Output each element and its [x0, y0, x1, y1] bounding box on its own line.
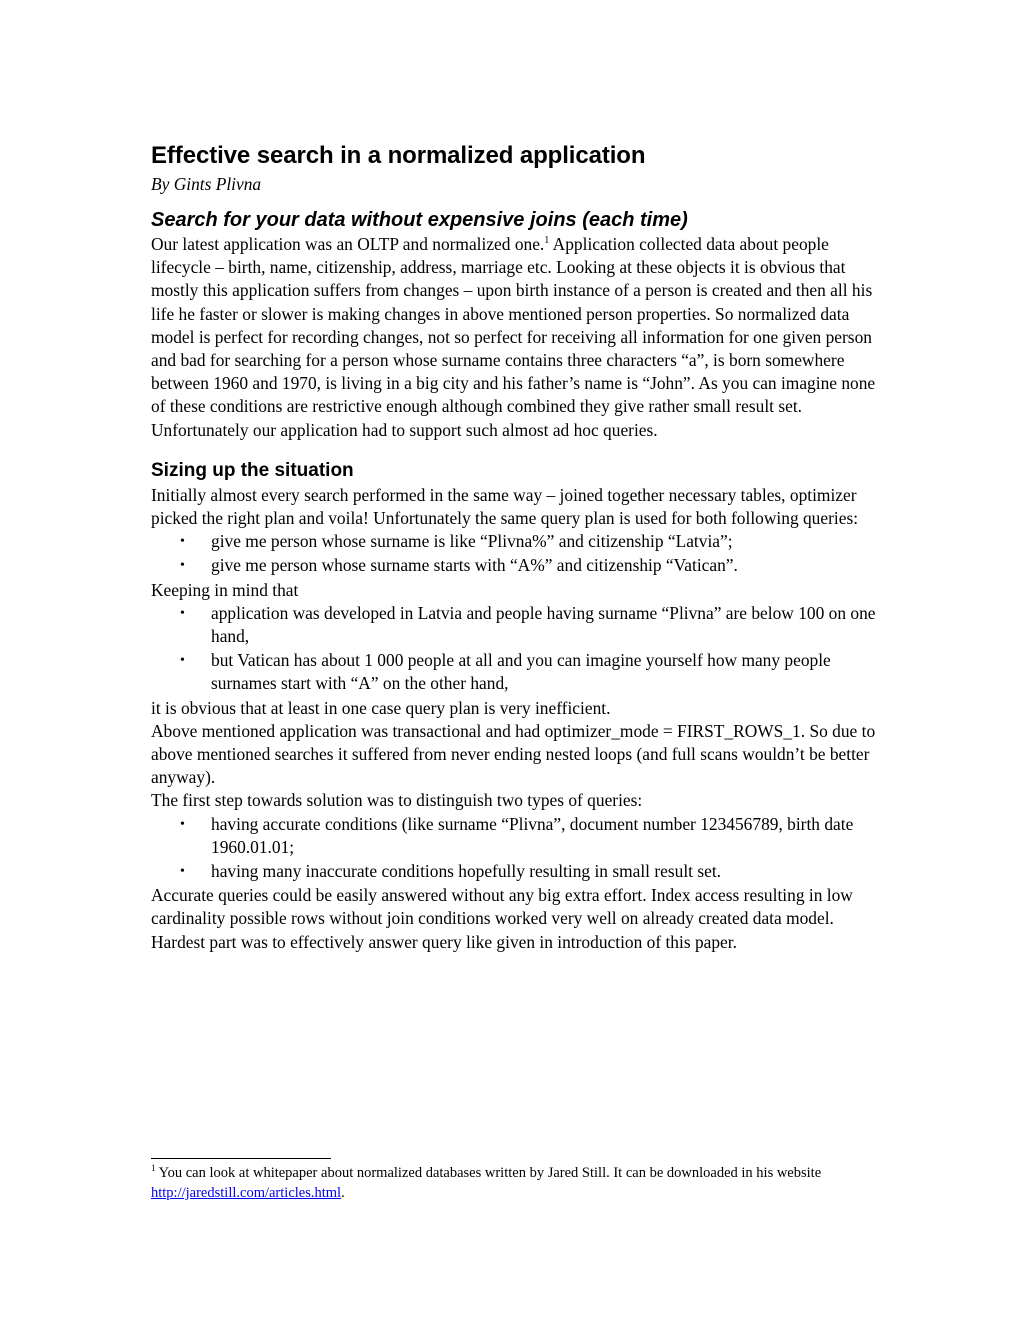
list-item-text: having many inaccurate conditions hopefully resulting in small result set.	[211, 861, 722, 882]
list-item	[151, 602, 876, 648]
bullet-icon: •	[180, 864, 185, 880]
query-types-list	[151, 813, 876, 884]
footnote	[151, 1163, 876, 1203]
query-examples-list	[151, 530, 876, 577]
list-item-text: application was developed in Latvia and people having surname “Plivna” are below 100 on one hand,	[211, 602, 876, 647]
document-title: Effective search in a normalized application	[151, 142, 646, 169]
bullet-icon: •	[180, 653, 185, 669]
document-page	[151, 140, 876, 954]
footnote-period: .	[341, 1185, 345, 1201]
author-byline: By Gints Plivna	[151, 174, 262, 194]
list-item	[151, 813, 876, 859]
list-item-text: give me person whose surname starts with “A%” and citizenship “Vatican”.	[211, 555, 738, 576]
list-item	[151, 649, 876, 695]
footnote-area	[151, 1158, 876, 1203]
footnote-link[interactable]: http://jaredstill.com/articles.html	[151, 1185, 342, 1201]
footnote-reference[interactable]: 1	[544, 235, 550, 246]
list-item	[151, 860, 876, 883]
footnote-number: 1	[151, 1163, 156, 1173]
considerations-list	[151, 602, 876, 696]
list-item-text: having accurate conditions (like surname “Plivna”, document number 123456789, birth date 1960.01.01;	[211, 813, 854, 857]
optimizer-paragraph: Above mentioned application was transactional and had optimizer_mode = FIRST_ROWS_1. So due to above mentioned searches it suffered from never ending nested loops (and full scans wouldn’t be better anyway).	[151, 720, 876, 788]
bullet-icon: •	[180, 534, 185, 550]
bullet-icon: •	[180, 816, 185, 832]
sizing-intro-paragraph: Initially almost every search performed in the same way – joined together necessary tables, optimizer picked the right plan and voila! Unfortunately the same query plan is used for both following queries:	[151, 484, 859, 529]
footnote-text: You can look at whitepaper about normalized databases written by Jared Still. It can be downloaded in his website	[155, 1165, 822, 1181]
obvious-paragraph: it is obvious that at least in one case query plan is very inefficient.	[151, 697, 611, 718]
intro-text-rest: Application collected data about people lifecycle – birth, name, citizenship, address, marriage etc. Looking at these objects it is obvious that mostly this application suffers from changes – upon birth instance of a person is created and then all his life he faster or slower is making changes in above mentioned person properties. So normalized data model is perfect for recording changes, not so perfect for receiving all information for one given person and bad for searching for a person whose surname contains three characters “a”, is born somewhere between 1960 and 1970, is living in a big city and his father’s name is “John”. As you can imagine none of these conditions are restrictive enough although combined they give rather small result set. Unfortunately our application had to support such almost ad hoc queries.	[151, 234, 876, 440]
intro-paragraph	[151, 233, 876, 442]
list-item-text: give me person whose surname is like “Plivna%” and citizenship “Latvia”;	[211, 531, 733, 552]
accurate-queries-paragraph: Accurate queries could be easily answered without any big extra effort. Index access resulting in low cardinality possible rows without join conditions worked very well on already created data model.	[151, 885, 853, 929]
bullet-icon: •	[180, 605, 185, 621]
list-item	[151, 530, 876, 553]
keeping-in-mind-text: Keeping in mind that	[151, 579, 299, 600]
first-step-paragraph: The first step towards solution was to distinguish two types of queries:	[151, 790, 643, 811]
intro-text-start: Our latest application was an OLTP and normalized one.	[151, 234, 545, 254]
hardest-part-paragraph: Hardest part was to effectively answer query like given in introduction of this paper.	[151, 931, 737, 952]
bullet-icon: •	[180, 558, 185, 574]
list-item-text: but Vatican has about 1 000 people at all and you can imagine yourself how many people surnames start with “A” on the other hand,	[211, 650, 831, 694]
section-heading-search: Search for your data without expensive joins (each time)	[151, 209, 688, 231]
list-item	[151, 554, 876, 577]
section-heading-sizing: Sizing up the situation	[151, 459, 354, 481]
footnote-separator	[151, 1158, 331, 1159]
